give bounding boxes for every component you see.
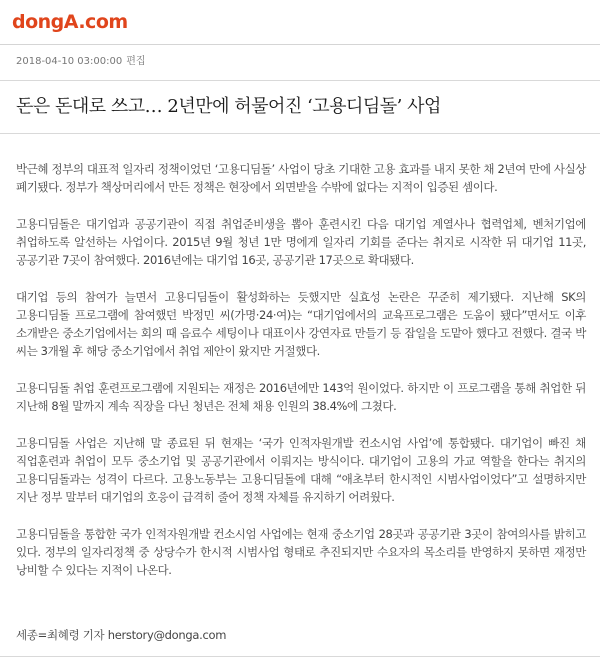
article-paragraph: 고용디딤돌 사업은 지난해 말 종료된 뒤 현재는 ‘국가 인적자원개발 컨소시엄 사업’에 통합됐다. 대기업이 빠진 채 직업훈련과 취업이 모두 중소기업 및 공공기관에서 이뤄지는 방식이다. 대기업이 고용의 가교 역할을 한다는 취지의 고용디딤돌과는 성격이 다르다. 고용노동부는 고용디딤돌에 대해 “애초부터 한시적인 시범사업이었다”고 설명하지만 지난 정부 말부터 대기업의 호응이 급격히 줄어 정책 자체를 유지하기 어려웠다.	[16, 436, 586, 504]
publish-datetime: 2018-04-10 03:00:00	[16, 56, 123, 67]
article-paragraph: 고용디딤돌 취업 훈련프로그램에 지원되는 재정은 2016년에만 143억 원이었다. 하지만 이 프로그램을 통해 취업한 뒤 지난해 8월 말까지 계속 직장을 다닌 청년은 전체 채용 인원의 38.4%에 그쳤다.	[16, 381, 586, 413]
article-byline: 세종=최혜령 기자 herstory@donga.com	[16, 628, 227, 642]
footer-divider	[0, 656, 600, 657]
article-paragraph: 대기업 등의 참여가 늘면서 고용디딤돌이 활성화하는 듯했지만 실효성 논란은 꾸준히 제기됐다. 지난해 SK의 고용디딤돌 프로그램에 참여했던 박정민 씨(가명·24·여)는 “대기업에서의 교육프로그램은 도움이 됐다”면서도 이후 소개받은 중소기업에서는 회의 때 음료수 세팅이나 대표이사 강연자료 만들기 등 잡일을 도맡아 했다고 전했다. 결국 박 씨는 3개월 후 해당 중소기업에서 취업 제안이 왔지만 거절했다.	[16, 290, 586, 358]
meta-divider	[0, 80, 600, 81]
site-header	[0, 0, 600, 45]
article-paragraph: 고용디딤돌을 통합한 국가 인적자원개발 컨소시엄 사업에는 현재 중소기업 28곳과 공공기관 3곳이 참여의사를 밝히고 있다. 정부의 일자리정책 중 상당수가 한시적 시범사업 형태로 추진되지만 수요자의 목소리를 반영하지 못하면 재정만 낭비할 수 있다는 지적이 나온다.	[16, 527, 586, 577]
article-meta	[16, 55, 146, 69]
edit-label: 편집	[126, 56, 146, 67]
article-paragraph: 박근혜 정부의 대표적 일자리 정책이었던 ‘고용디딤돌’ 사업이 당초 기대한 고용 효과를 내지 못한 채 2년여 만에 사실상 폐기됐다. 정부가 책상머리에서 만든 정책은 현장에서 외면받을 수밖에 없다는 지적이 입증된 셈이다.	[16, 162, 586, 194]
article-paragraph: 고용디딤돌은 대기업과 공공기관이 직접 취업준비생을 뽑아 훈련시킨 다음 대기업 계열사나 협력업체, 벤처기업에 취업하도록 알선하는 사업이다. 2015년 9월 청년 1만 명에게 일자리 기회를 준다는 취지로 시작한 뒤 대기업 11곳, 공공기관 7곳이 참여했다. 2016년에는 대기업 16곳, 공공기관 17곳으로 확대됐다.	[16, 217, 586, 267]
title-divider	[0, 133, 600, 134]
article-title: 돈은 돈대로 쓰고… 2년만에 허물어진 ‘고용디딤돌’ 사업	[16, 96, 441, 117]
article-body	[16, 160, 586, 598]
site-logo[interactable]: dongA.com	[12, 11, 128, 33]
